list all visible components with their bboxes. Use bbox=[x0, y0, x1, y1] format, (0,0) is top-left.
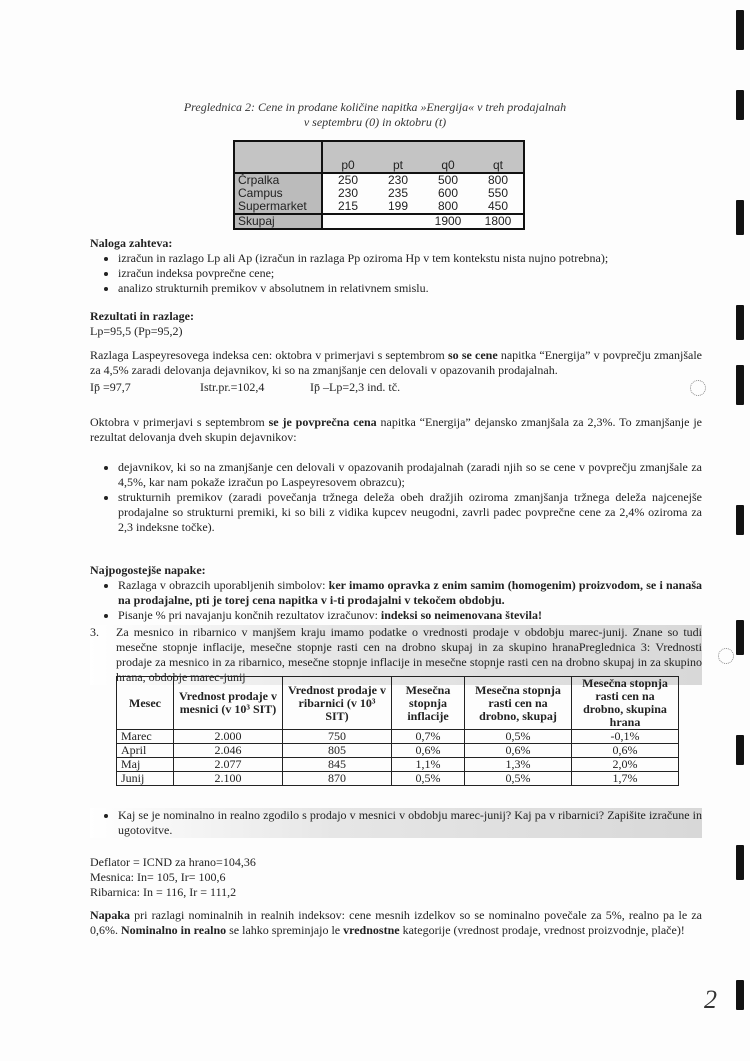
mesnica-line: Mesnica: In= 105, Ir= 100,6 bbox=[90, 870, 226, 884]
cell: 550 bbox=[487, 186, 509, 200]
list-item: • izračun indeksa povprečne cene; bbox=[118, 266, 702, 281]
cell: 230 bbox=[337, 186, 359, 200]
text-bold: vrednostne bbox=[343, 923, 400, 937]
text: Pisanje % pri navajanju končnih rezultatov izračunov: bbox=[118, 608, 381, 622]
question-item: • Kaj se je nominalno in realno zgodilo s prodajo v mesnici v obdobju marec-junij? Kaj pa v ribarnici? Zapišite izračune in ugotovitve. bbox=[118, 808, 702, 838]
sales-table bbox=[116, 676, 679, 786]
header-cell: Mesečna stopnja inflacije bbox=[392, 677, 465, 730]
binder-mark bbox=[736, 305, 744, 340]
lp-result: Lp=95,5 (Pp=95,2) bbox=[90, 324, 183, 338]
cell: 0,6% bbox=[465, 744, 572, 758]
section-heading: Rezultati in razlage: bbox=[90, 309, 194, 323]
text: napitka “Energija” v povprečju zmanjšale za 4,5% zaradi delovanja dejavnikov, ki so na zmanjšanje cen delovali v opazovanih prodajalnah. bbox=[90, 348, 702, 377]
list-item: • dejavnikov, ki so na zmanjšanje cen delovali v opazovanih prodajalnah (zaradi njih so se cene v povprečju zmanjšale za 4,5%, kar nam pokaže izračun po Laspeyresovem obrazcu); bbox=[118, 460, 702, 490]
corner-cell bbox=[234, 141, 322, 173]
table-row bbox=[117, 772, 679, 786]
text-bold: ker imamo opravka z enim samim (homogenim) proizvodom, se i nanaša na prodajalne, pti je torej cena napitka v i-ti prodajalni v tekočem obdobju. bbox=[118, 578, 703, 607]
header-cell: p0 bbox=[322, 141, 373, 173]
cell: 0,6% bbox=[392, 744, 465, 758]
binder-mark bbox=[736, 365, 744, 405]
ribarnica-line: Ribarnica: In = 116, Ir = 111,2 bbox=[90, 885, 237, 899]
header-cell: Mesečna stopnja rasti cen na drobno, skupina hrana bbox=[572, 677, 679, 730]
list-item bbox=[118, 578, 702, 608]
cell: 1800 bbox=[473, 214, 524, 229]
naloga-section bbox=[90, 236, 702, 296]
punch-hole bbox=[690, 380, 706, 396]
section-heading: Najpogostejše napake: bbox=[90, 563, 206, 577]
cell: 600 bbox=[437, 186, 459, 200]
text: se lahko spreminjajo le bbox=[226, 923, 344, 937]
text-bold: indeksi so neimenovana števila! bbox=[380, 608, 542, 622]
cell: 1,3% bbox=[465, 758, 572, 772]
cell: 2.100 bbox=[174, 772, 283, 786]
cell: 0,5% bbox=[392, 772, 465, 786]
text: Oktobra v primerjavi s septembrom bbox=[90, 415, 269, 429]
cell: 0,7% bbox=[392, 730, 465, 744]
calculations bbox=[90, 855, 702, 900]
table-row bbox=[117, 744, 679, 758]
list-item bbox=[118, 608, 702, 623]
total-row bbox=[234, 214, 524, 229]
text-bold: se je povprečna cena bbox=[268, 415, 377, 429]
table-row bbox=[234, 200, 524, 214]
cell: 2.077 bbox=[174, 758, 283, 772]
list-item: • analizo strukturnih premikov v absolutnem in relativnem smislu. bbox=[118, 281, 702, 296]
binder-mark bbox=[736, 845, 744, 880]
table-caption bbox=[0, 100, 750, 130]
header-cell: Mesečna stopnja rasti cen na drobno, skupaj bbox=[465, 677, 572, 730]
cell: 0,5% bbox=[465, 772, 572, 786]
binder-mark bbox=[736, 735, 744, 765]
cell: 845 bbox=[283, 758, 392, 772]
cell: 250 bbox=[337, 173, 359, 187]
caption-line: Preglednica 2: Cene in prodane količine napitka »Energija« v treh prodajalnah bbox=[183, 100, 567, 114]
text: Razlaga Laspeyresovega indeksa cen: oktobra v primerjavi s septembrom bbox=[90, 348, 448, 362]
table-row bbox=[117, 758, 679, 772]
cell: 235 bbox=[387, 186, 409, 200]
task-number: 3. bbox=[90, 625, 99, 639]
index-value: Ip̄ =97,7 bbox=[90, 380, 131, 394]
binder-mark bbox=[736, 980, 744, 1010]
text: kategorije (vrednost prodaje, vrednost proizvodnje, plače)! bbox=[399, 923, 685, 937]
cell: 230 bbox=[387, 173, 409, 187]
cell: 2.046 bbox=[174, 744, 283, 758]
caption-line: v septembru (0) in oktobru (t) bbox=[303, 115, 447, 129]
binder-mark bbox=[736, 200, 744, 235]
cell: April bbox=[117, 744, 174, 758]
cell: 800 bbox=[437, 199, 459, 213]
cell: 500 bbox=[437, 173, 459, 187]
cell: 215 bbox=[337, 199, 359, 213]
cell: 800 bbox=[487, 173, 509, 187]
table-row bbox=[117, 730, 679, 744]
row-label: Campus bbox=[234, 187, 322, 200]
text: Razlaga v obrazcih uporabljenih simbolov: bbox=[118, 578, 329, 592]
header-cell: q0 bbox=[423, 141, 473, 173]
cell: 750 bbox=[283, 730, 392, 744]
cell bbox=[322, 214, 373, 229]
cell: 199 bbox=[387, 199, 409, 213]
list-item: • strukturnih premikov (zaradi povečanja tržnega deleža obeh dražjih oziroma zmanjšanja tržnega deleža najcenejše prodajalne so strukturni premiki, ki so bili z vidika kupcev neugodni, zavrli padec povprečne cene za 2,4% oziroma za 2,3 indeksne točke). bbox=[118, 490, 702, 535]
header-cell: Vrednost prodaje v ribarnici (v 10³ SIT) bbox=[283, 677, 392, 730]
cell: 2.000 bbox=[174, 730, 283, 744]
cell: 1,7% bbox=[572, 772, 679, 786]
table-row bbox=[234, 173, 524, 187]
task-text: Za mesnico in ribarnico v manjšem kraju imamo podatke o vrednosti prodaje v obdobju marec-junij. Znane so tudi mesečne stopnje inflacije, mesečne stopnje rasti cen na drobno skupaj in za skupino hranaPreglednica 3: Vrednosti prodaje za mesnico in za ribarnico, mesečne stopnje inflacije in mesečne stopnje rasti cen na drobno skupaj in za skupino hrana, obdobje marec-junij bbox=[116, 625, 702, 684]
punch-hole bbox=[718, 648, 734, 664]
page-number: 2 bbox=[704, 985, 717, 1014]
cell: Junij bbox=[117, 772, 174, 786]
row-label: Črpalka bbox=[234, 173, 322, 187]
cell: 870 bbox=[283, 772, 392, 786]
deflator-line: Deflator = ICND za hrano=104,36 bbox=[90, 855, 256, 869]
text-bold: Napaka bbox=[90, 908, 131, 922]
cell: 805 bbox=[283, 744, 392, 758]
binder-mark bbox=[736, 90, 744, 120]
index-value: Ip̄ –Lp=2,3 ind. tč. bbox=[310, 380, 401, 394]
cell: 2,0% bbox=[572, 758, 679, 772]
question-section bbox=[90, 808, 702, 838]
text-bold: Nominalno in realno bbox=[121, 923, 227, 937]
cell bbox=[373, 214, 423, 229]
index-value: Istr.pr.=102,4 bbox=[200, 380, 265, 394]
cell: Marec bbox=[117, 730, 174, 744]
rezultati-section bbox=[90, 309, 702, 535]
list-item: • izračun in razlago Lp ali Ap (izračun in razlaga Pp oziroma Hp v tem kontekstu nista nujno potrebna); bbox=[118, 251, 702, 266]
napaka-paragraph bbox=[90, 908, 702, 938]
cell: Maj bbox=[117, 758, 174, 772]
text: pri razlagi nominalnih in realnih indeksov: cene mesnih izdelkov so se nominalno povečale za 5%, realno pa le za 0,6%. bbox=[90, 908, 702, 937]
section-heading: Naloga zahteva: bbox=[90, 236, 173, 250]
binder-mark bbox=[736, 620, 744, 655]
header-cell: pt bbox=[373, 141, 423, 173]
text: napitka “Energija” dejansko zmanjšala za 2,3%. To zmanjšanje je rezultat delovanja dveh skupin dejavnikov: bbox=[90, 415, 702, 444]
text-bold: so se cene bbox=[447, 348, 498, 362]
cell: 450 bbox=[487, 199, 509, 213]
napake-section bbox=[90, 563, 702, 623]
cell: -0,1% bbox=[572, 730, 679, 744]
row-label: Supermarket bbox=[234, 200, 322, 214]
binder-mark bbox=[736, 10, 744, 50]
binder-mark bbox=[736, 505, 744, 535]
header-cell: qt bbox=[473, 141, 524, 173]
cell: 0,6% bbox=[572, 744, 679, 758]
price-quantity-table bbox=[233, 140, 525, 230]
row-label: Skupaj bbox=[234, 214, 322, 229]
cell: 0,5% bbox=[465, 730, 572, 744]
header-cell: Mesec bbox=[117, 677, 174, 730]
cell: 1900 bbox=[423, 214, 473, 229]
header-cell: Vrednost prodaje v mesnici (v 10³ SIT) bbox=[174, 677, 283, 730]
cell: 1,1% bbox=[392, 758, 465, 772]
